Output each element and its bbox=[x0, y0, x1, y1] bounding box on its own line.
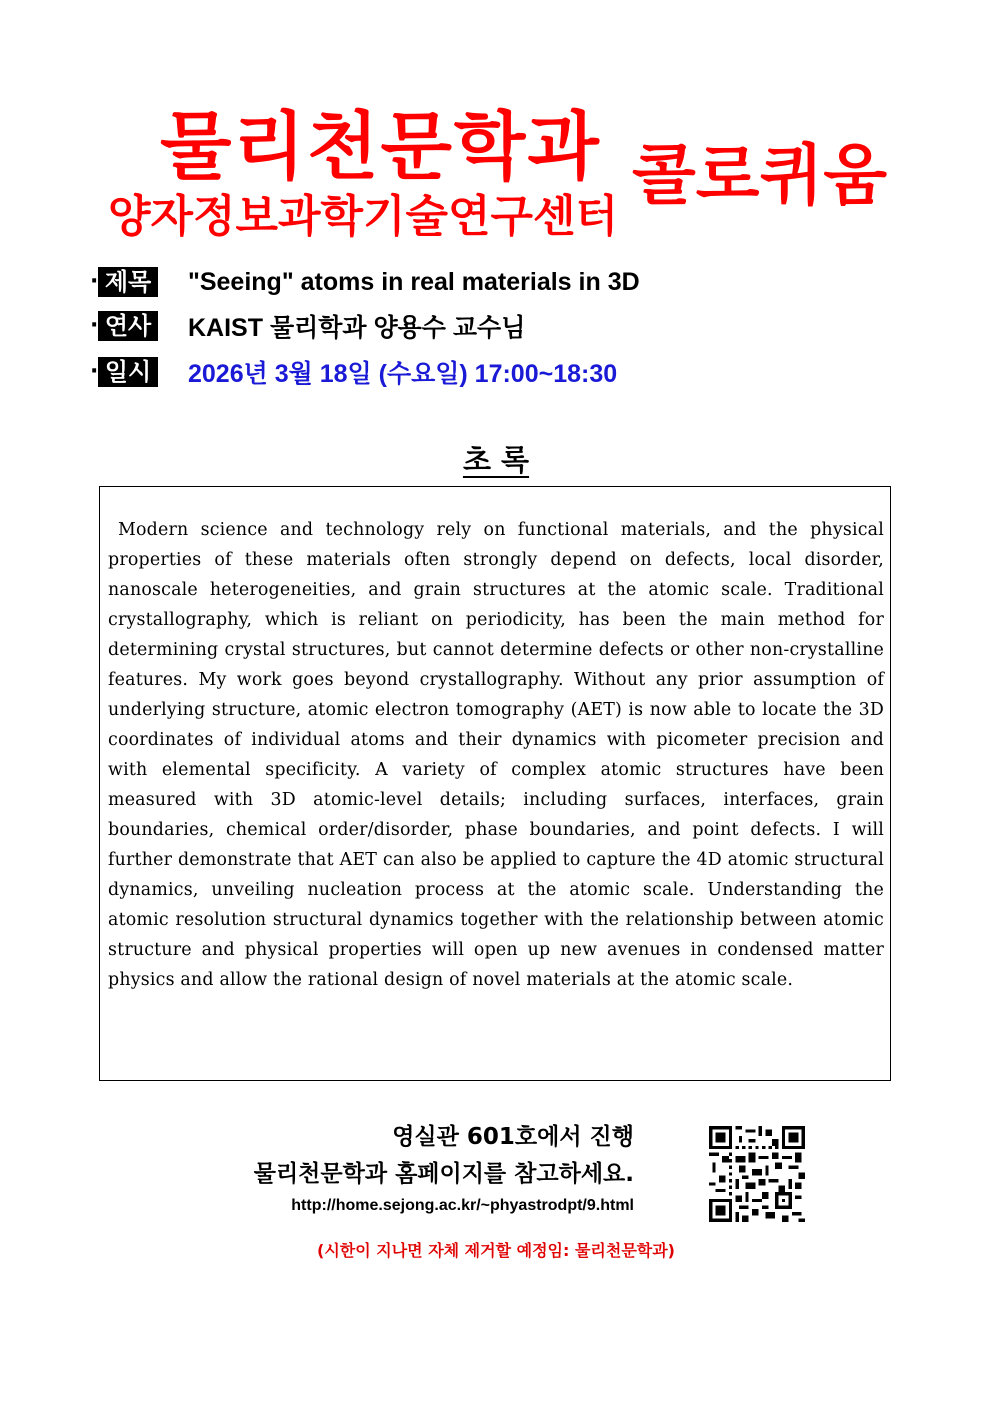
department-title: 물리천문학과 bbox=[160, 104, 601, 190]
removal-notice: (시한이 지나면 자체 제거할 예정임: 물리천문학과) bbox=[317, 1241, 675, 1260]
venue-text: 영실관 601호에서 진행 bbox=[392, 1124, 634, 1150]
qr-code-icon[interactable] bbox=[709, 1126, 805, 1222]
abstract-heading bbox=[0, 438, 992, 479]
abstract-heading-text: 초 록 bbox=[462, 443, 530, 477]
abstract-box bbox=[99, 486, 891, 1081]
info-row-title bbox=[98, 262, 640, 302]
info-row-datetime bbox=[98, 352, 617, 392]
info-label-datetime: · 일시 bbox=[98, 357, 158, 387]
event-type-title: 콜로퀴움 bbox=[632, 137, 888, 214]
speaker-name: KAIST 물리학과 양용수 교수님 bbox=[188, 314, 526, 342]
research-center-title: 양자정보과학기술연구센터 bbox=[108, 191, 619, 242]
abstract-text: Modern science and technology rely on functional materials, and the physical properties of these materials often strongly depend on defects, local disorder, nanoscale heterogeneities, and grain structures at the atomic scale. Traditional crystallography, which is reliant on periodicity, has been the main method for determining crystal structures, but cannot determine defects or other non-crystalline features. My work goes beyond crystallography. Without any prior assumption of underlying structure, atomic electron tomography (AET) is now able to locate the 3D coordinates of individual atoms and their dynamics with picometer precision and with elemental specificity. A variety of complex atomic structures have been measured with 3D atomic-level details; including surfaces, interfaces, grain boundaries, chemical order/disorder, phase boundaries, and point defects. I will further demonstrate that AET can also be applied to capture the 4D atomic structural dynamics, unveiling nucleation process at the atomic scale. Understanding the atomic resolution structural dynamics together with the relationship between atomic structure and physical properties will open up new avenues in condensed matter physics and allow the rational design of novel materials at the atomic scale. bbox=[108, 520, 884, 990]
homepage-note: 물리천문학과 홈페이지를 참고하세요. bbox=[253, 1161, 634, 1187]
info-label-speaker: · 연사 bbox=[98, 311, 158, 341]
homepage-url[interactable]: http://home.sejong.ac.kr/~phyastrodpt/9.html bbox=[291, 1197, 634, 1214]
info-label-title: · 제목 bbox=[98, 267, 158, 297]
talk-title: "Seeing" atoms in real materials in 3D bbox=[188, 267, 640, 296]
info-row-speaker bbox=[98, 306, 525, 346]
event-datetime: 2026년 3월 18일 (수요일) 17:00~18:30 bbox=[188, 360, 618, 388]
